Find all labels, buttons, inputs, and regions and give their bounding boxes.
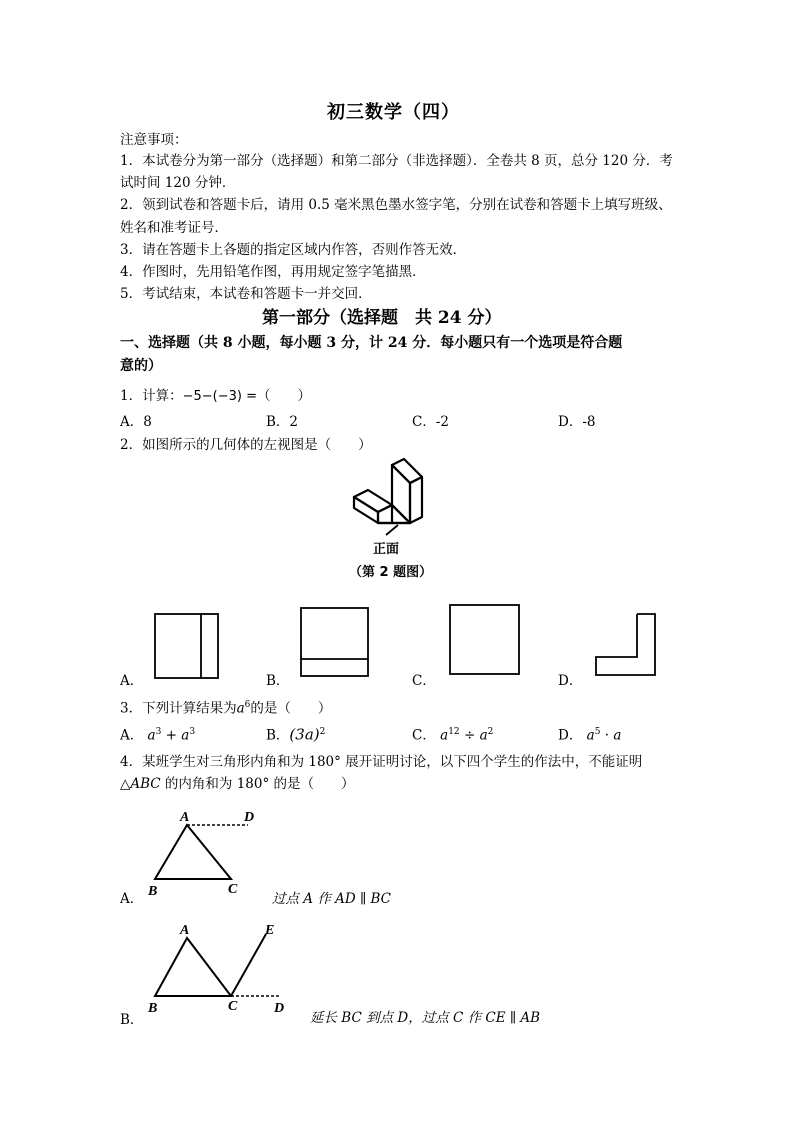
part1-heading: 第一部分（选择题 共 24 分）	[262, 308, 502, 328]
q3-c-e2: 2	[487, 727, 494, 737]
q1-option-a: A．8	[120, 414, 152, 430]
q4-option-b-figure	[140, 920, 300, 1020]
q3-option-d-letter: D．	[558, 727, 583, 744]
q3-option-b	[266, 720, 325, 748]
q4-abc: ABC	[130, 776, 161, 792]
q2-front-label: 正面	[373, 542, 400, 557]
q4a-label-a: A	[180, 810, 190, 825]
q3-option-a	[120, 720, 195, 748]
q4a-label-c: C	[228, 882, 238, 897]
q3-option-b-letter: B．	[266, 727, 290, 744]
q1-option-b: B．2	[266, 414, 299, 430]
q2-option-d-letter: D．	[558, 673, 583, 689]
q1-option-c: C．-2	[412, 414, 449, 430]
q4-option-b-letter: B．	[120, 1012, 144, 1028]
notice-item: 3．请在答题卡上各题的指定区域内作答，否则作答无效．	[120, 242, 467, 258]
q1-blank: （ ）	[256, 388, 311, 404]
q3-stem-exp: 6	[244, 700, 251, 710]
q4-stem-rest: 的内角和为 180° 的是（ ）	[160, 776, 355, 792]
q3-a-b1: a	[147, 727, 156, 744]
q2-option-a-figure	[154, 613, 220, 680]
q4-option-a-text: 过点 A 作 AD ∥ BC	[272, 891, 392, 907]
q3-b-base: (3a)	[289, 725, 320, 744]
q4b-label-e: E	[265, 923, 275, 938]
q1-stem-prefix: 1．计算：	[120, 388, 183, 404]
q2-option-a-letter: A．	[120, 673, 144, 689]
q4-stem-line2	[120, 772, 355, 796]
q4-option-b-text: 延长 BC 到点 D，过点 C 作 CE ∥ AB	[310, 1010, 541, 1026]
page-title: 初三数学（四）	[327, 102, 460, 123]
q4b-label-b: B	[148, 1001, 158, 1016]
notice-item: 1．本试卷分为第一部分（选择题）和第二部分（非选择题）．全卷共 8 页，总分 120 分．考	[120, 153, 673, 169]
q4-option-a-figure	[140, 805, 270, 900]
notice-item: 姓名和准考证号．	[120, 220, 228, 236]
notice-item: 5．考试结束，本试卷和答题卡一并交回．	[120, 286, 372, 302]
q2-solid-figure	[340, 455, 440, 535]
q1-option-d: D．-8	[558, 414, 596, 430]
q3-option-d	[558, 720, 621, 748]
q3-stem	[120, 693, 331, 721]
q4b-label-d: D	[274, 1001, 285, 1016]
q4-option-a-letter: A．	[120, 891, 144, 907]
q2-option-b-letter: B．	[266, 673, 290, 689]
q2-stem: 2．如图所示的几何体的左视图是（ ）	[120, 437, 372, 453]
q3-stem-prefix: 3．下列计算结果为	[120, 700, 237, 717]
q3-b-exp: 2	[319, 727, 326, 737]
q1-expression: −5−(−3) =	[182, 389, 257, 404]
q3-option-a-letter: A．	[120, 727, 144, 744]
q3-a-b2: a	[181, 727, 190, 744]
q3-a-e1: 3	[155, 727, 162, 737]
q3-stem-base: a	[236, 700, 245, 717]
q4b-label-a: A	[180, 923, 190, 938]
section1-line2: 意的）	[120, 358, 162, 374]
q3-c-b1: a	[440, 727, 449, 744]
q3-d-op: ·	[604, 727, 610, 744]
q3-d-b2: a	[613, 727, 622, 744]
notice-item: 2．领到试卷和答题卡后，请用 0.5 毫米黑色墨水签字笔，分别在试卷和答题卡上填写班级、	[120, 197, 672, 213]
q1-stem	[120, 384, 311, 409]
triangle-symbol: △	[120, 776, 131, 792]
section1-line1: 一、选择题（共 8 小题，每小题 3 分，计 24 分．每小题只有一个选项是符合题	[120, 335, 623, 351]
q3-d-e1: 5	[594, 727, 601, 737]
q4b-label-c: C	[228, 999, 238, 1014]
q3-c-b2: a	[479, 727, 488, 744]
q3-option-c-letter: C．	[412, 727, 436, 744]
q2-option-c-figure	[449, 604, 521, 676]
q2-figure-caption: （第 2 题图）	[349, 565, 433, 580]
q3-a-op: +	[165, 727, 177, 744]
q3-option-c	[412, 720, 493, 748]
q3-d-b1: a	[586, 727, 595, 744]
q3-stem-suffix: 的是（ ）	[250, 700, 332, 717]
q2-option-d-figure	[595, 613, 657, 677]
q4a-label-b: B	[148, 884, 158, 899]
notice-item: 4．作图时，先用铅笔作图，再用规定签字笔描黑．	[120, 264, 426, 280]
q4a-label-d: D	[244, 810, 255, 825]
q4-stem-line1: 4．某班学生对三角形内角和为 180° 展开证明讨论，以下四个学生的作法中，不能证明	[120, 754, 643, 770]
q3-c-e1: 12	[448, 727, 460, 737]
q3-c-op: ÷	[463, 727, 476, 744]
q2-option-c-letter: C．	[412, 673, 436, 689]
notice-item: 试时间 120 分钟．	[120, 175, 236, 191]
q2-option-b-figure	[300, 607, 370, 679]
notice-heading: 注意事项：	[120, 132, 188, 148]
q3-a-e2: 3	[189, 727, 196, 737]
